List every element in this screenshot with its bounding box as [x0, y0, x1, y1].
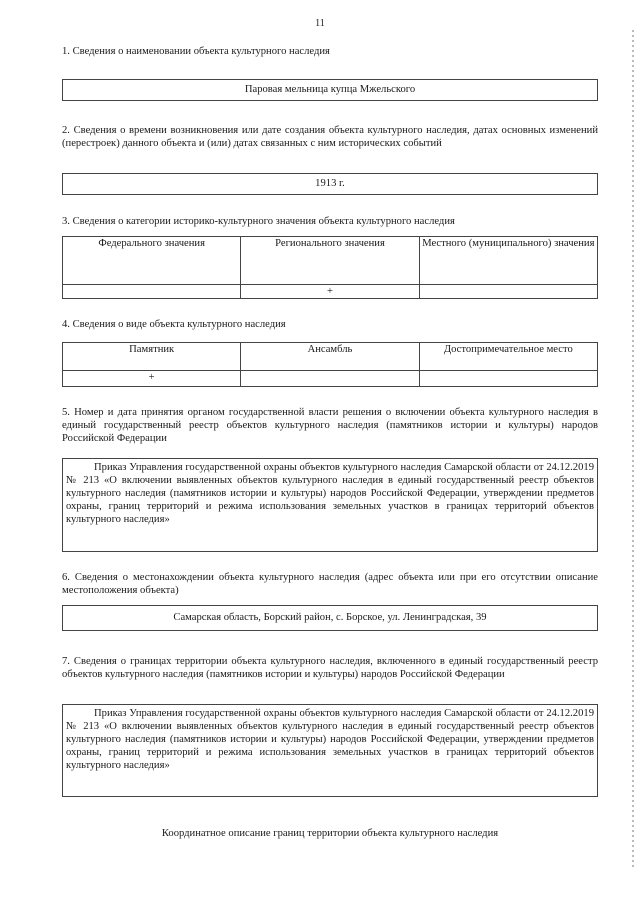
registry-decision-value: Приказ Управления государственной охраны объектов культурного наследия Самарской области от 24.12.2019 № 213 «О включении выявленных объектов культурного наследия в единый государственный реестр объектов культурного наследия (памятников истории и культуры) народов Российской Федерации, утверждении предметов охраны, границ территорий и режима использования земельных участков в границах территорий объектов культурного наследия»	[62, 458, 598, 552]
type-table	[62, 342, 598, 387]
category-federal-value	[63, 285, 241, 299]
section-1-heading: 1. Сведения о наименовании объекта культурного наследия	[62, 46, 330, 57]
section-4-heading: 4. Сведения о виде объекта культурного наследия	[62, 319, 286, 330]
section-6-heading: 6. Сведения о местонахождении объекта культурного наследия (адрес объекта или при его отсутствии описание местоположения объекта)	[62, 572, 598, 596]
category-table	[62, 236, 598, 299]
type-monument-value: +	[63, 371, 241, 387]
object-name-value: Паровая мельница купца Мжельского	[62, 79, 598, 101]
type-landmark-header: Достопримечательное место	[419, 343, 597, 371]
section-2-heading: 2. Сведения о времени возникновения или дате создания объекта культурного наследия, датах основных изменений (перестроек) данного объекта и (или) датах связанных с ним исторических событий	[62, 125, 598, 149]
type-ensemble-header: Ансамбль	[241, 343, 419, 371]
section-7-heading: 7. Сведения о границах территории объекта культурного наследия, включенного в единый государственный реестр объектов культурного наследия (памятников истории и культуры) народов Российской Федерации	[62, 656, 598, 680]
type-landmark-value	[419, 371, 597, 387]
creation-date-value: 1913 г.	[62, 173, 598, 195]
boundaries-decision-value: Приказ Управления государственной охраны объектов культурного наследия Самарской области от 24.12.2019 № 213 «О включении выявленных объектов культурного наследия в единый государственный реестр объектов культурного наследия (памятников истории и культуры) народов Российской Федерации, утверждении предметов охраны, границ территорий и режима использования земельных участков в границах территорий объектов культурного наследия»	[62, 704, 598, 797]
address-value: Самарская область, Борский район, с. Борское, ул. Ленинградская, 39	[62, 605, 598, 631]
type-monument-header: Памятник	[63, 343, 241, 371]
scan-edge-line	[632, 30, 634, 870]
type-ensemble-value	[241, 371, 419, 387]
section-5-heading: 5. Номер и дата принятия органом государственной власти решения о включении объекта культурного наследия в единый государственный реестр объектов культурного наследия (памятников истории и культуры) народов Российской Федерации	[62, 407, 598, 444]
category-federal-header: Федерального значения	[63, 237, 241, 285]
section-3-heading: 3. Сведения о категории историко-культурного значения объекта культурного наследия	[62, 216, 455, 227]
category-local-header: Местного (муниципального) значения	[419, 237, 597, 285]
category-local-value	[419, 285, 597, 299]
category-regional-header: Регионального значения	[241, 237, 419, 285]
page-number: 11	[315, 18, 325, 29]
coordinates-description-title: Координатное описание границ территории объекта культурного наследия	[161, 828, 499, 839]
category-regional-value: +	[241, 285, 419, 299]
